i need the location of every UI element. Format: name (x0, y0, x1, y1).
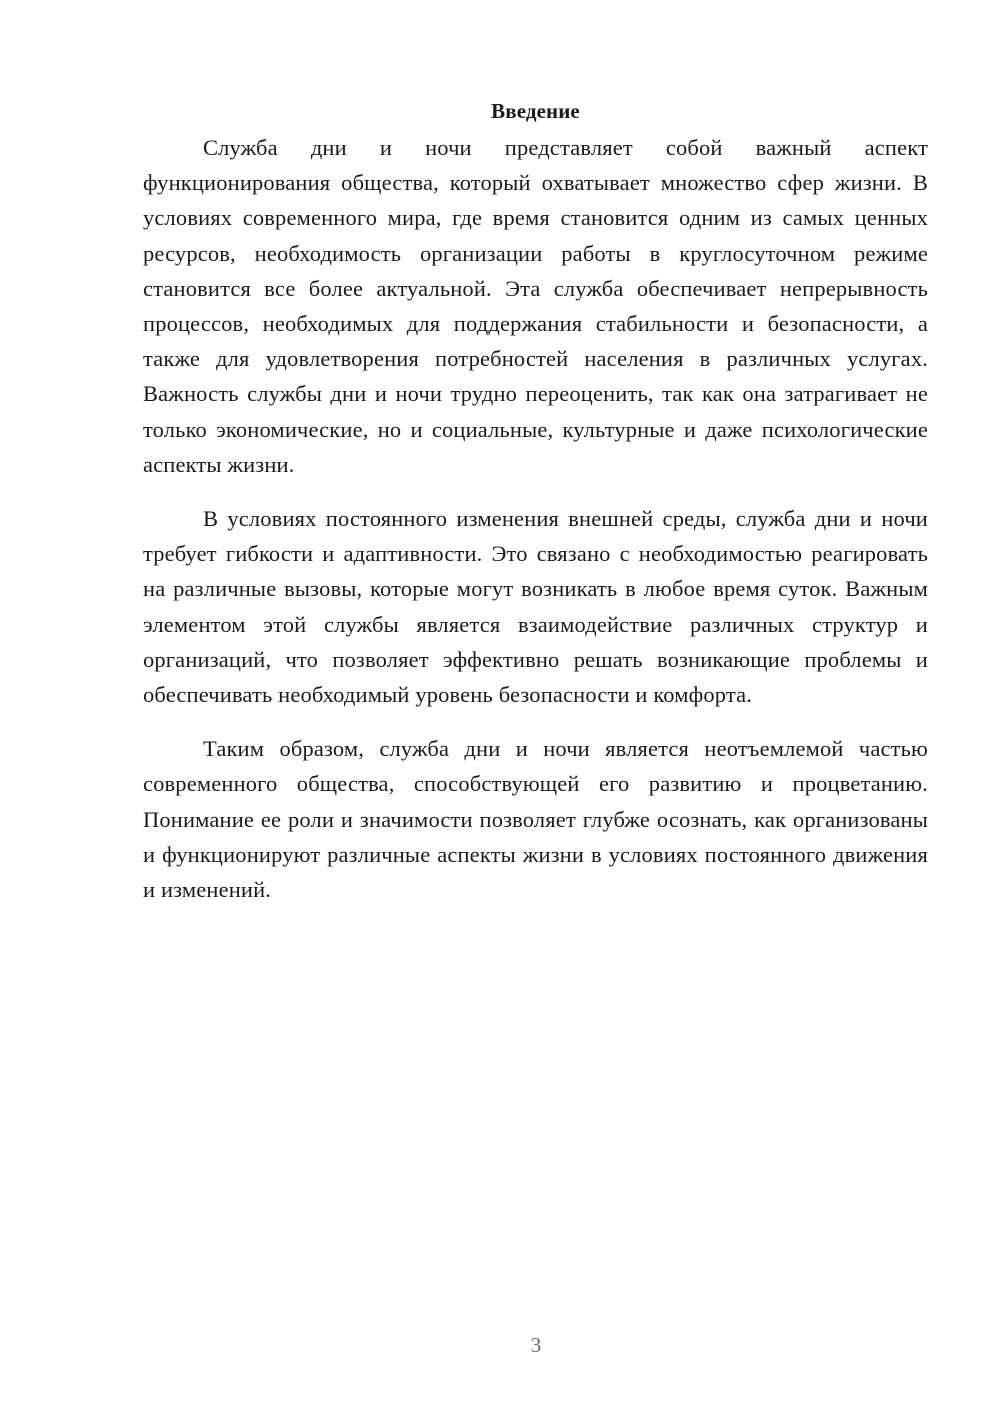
page-content (143, 96, 928, 907)
paragraph-3: Таким образом, служба дни и ночи является неотъемлемой частью современного общества, способствующей его развитию и процветанию. Понимание ее роли и значимости позволяет глубже осознать, как организованы и функционируют различные аспекты жизни в условиях постоянного движения и изменений. (143, 736, 928, 903)
paragraph-2: В условиях постоянного изменения внешней среды, служба дни и ночи требует гибкости и адаптивности. Это связано с необходимостью реагировать на различные вызовы, которые могут возникать в любое время суток. Важным элементом этой службы является взаимодействие различных структур и организаций, что позволяет эффективно решать возникающие проблемы и обеспечивать необходимый уровень безопасности и комфорта. (143, 506, 928, 708)
paragraph-1: Служба дни и ночи представляет собой важный аспект функционирования общества, который охватывает множество сфер жизни. В условиях современного мира, где время становится одним из самых ценных ресурсов, необходимость организации работы в круглосуточном режиме становится все более актуальной. Эта служба обеспечивает непрерывность процессов, необходимых для поддержания стабильности и безопасности, а также для удовлетворения потребностей населения в различных услугах. Важность службы дни и ночи трудно переоценить, так как она затрагивает не только экономические, но и социальные, культурные и даже психологические аспекты жизни. (143, 135, 928, 477)
section-title: Введение (491, 99, 580, 123)
page-number: 3 (530, 1333, 542, 1357)
